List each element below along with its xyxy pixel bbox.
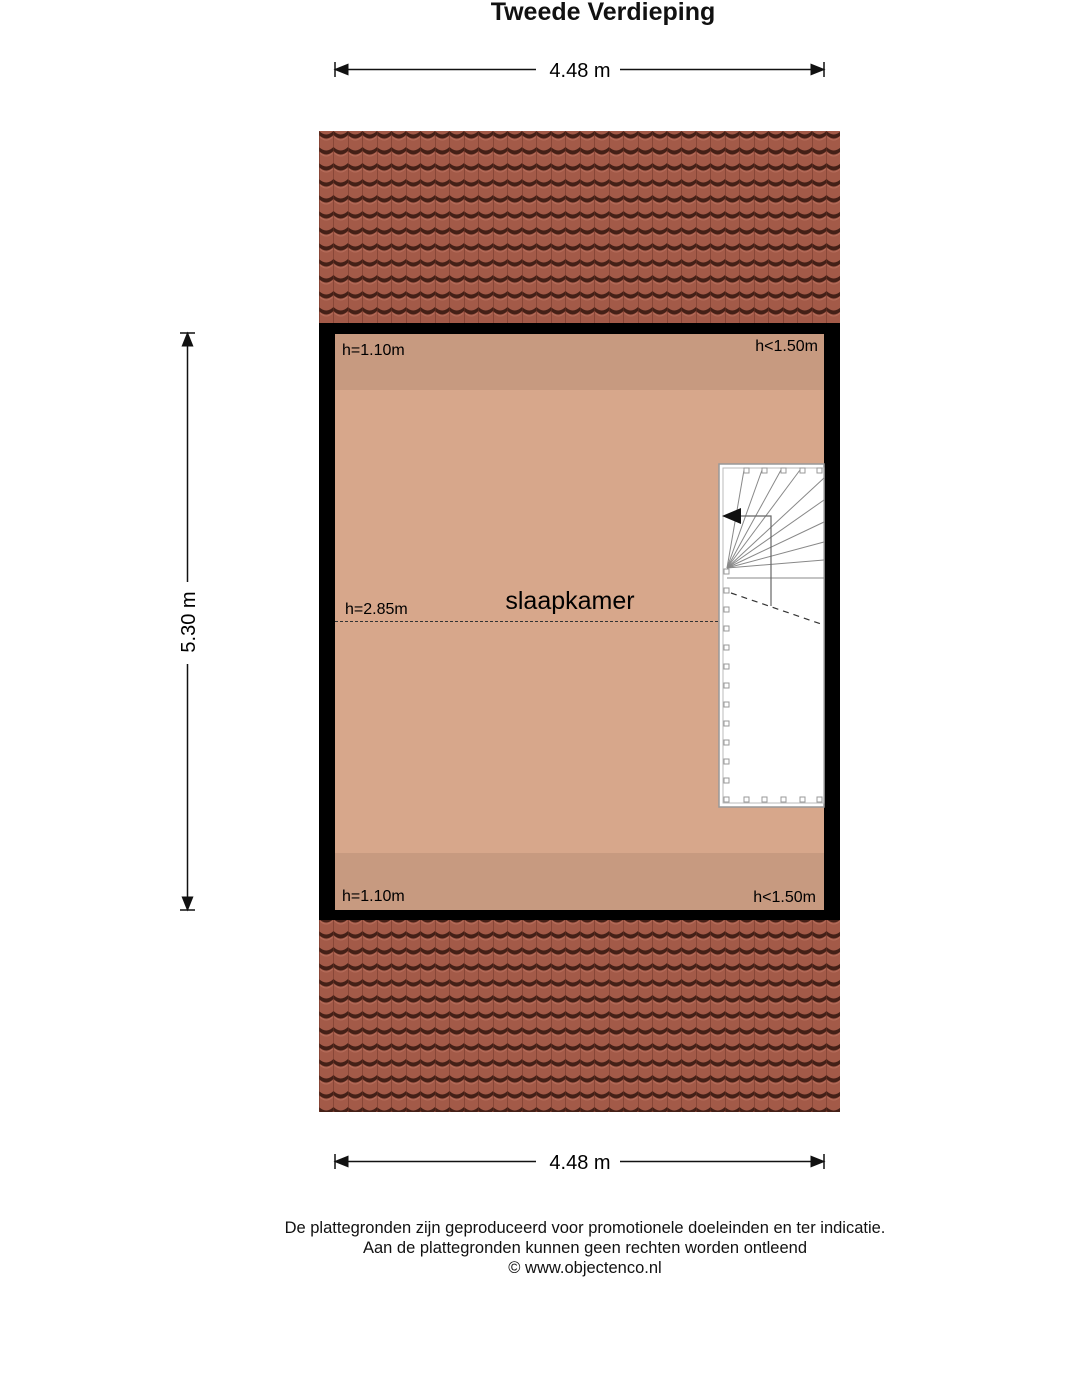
height-label-bottom-right: h<1.50m — [753, 889, 816, 906]
height-label-top-left: h=1.10m — [342, 342, 405, 359]
stairwell — [719, 464, 824, 807]
dimension-bottom — [335, 1152, 824, 1174]
dimension-bottom-label: 4.48 m — [549, 1152, 611, 1174]
height-label-bottom-left: h=1.10m — [342, 888, 405, 905]
roof-tiles-top — [319, 131, 840, 324]
dimension-top — [335, 60, 824, 82]
dimension-top-label: 4.48 m — [549, 60, 611, 82]
height-label-center: h=2.85m — [345, 601, 408, 618]
disclaimer-line-2: Aan de plattegronden kunnen geen rechten worden ontleend — [362, 1239, 808, 1257]
low-ceiling-zone-top — [335, 334, 824, 390]
page-title: Tweede Verdieping — [490, 0, 716, 26]
height-label-top-right: h<1.50m — [755, 338, 818, 355]
disclaimer-line-1: De plattegronden zijn geproduceerd voor promotionele doeleinden en ter indicatie. — [284, 1219, 886, 1237]
copyright-link[interactable]: © www.objectenco.nl — [508, 1259, 662, 1277]
low-ceiling-zone-bottom — [335, 853, 824, 910]
dimension-left — [178, 333, 200, 910]
room-label: slaapkamer — [505, 587, 635, 615]
roof-tiles-bottom — [319, 919, 840, 1112]
disclaimer — [0, 1218, 1080, 1278]
dimension-left-label: 5.30 m — [178, 591, 200, 653]
